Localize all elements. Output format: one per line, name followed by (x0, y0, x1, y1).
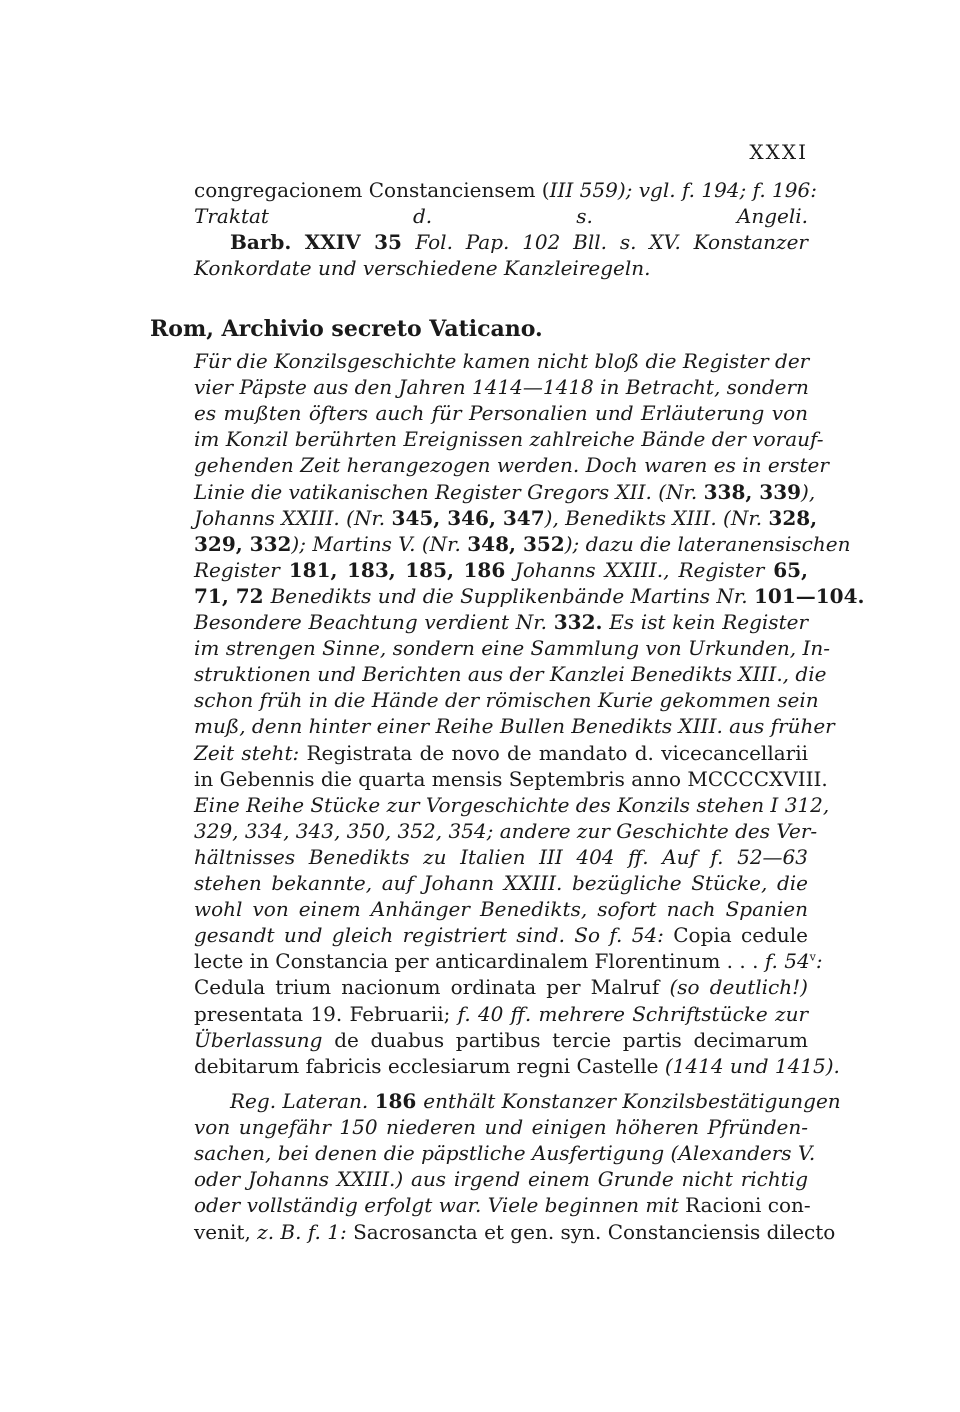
text-segment: v (809, 950, 816, 964)
text-segment: von ungefähr 150 niederen und einigen höheren Pfründen- (194, 1115, 808, 1140)
text-line (194, 818, 818, 844)
text-segment: Traktat d. s. Angeli. (194, 204, 808, 229)
text-segment: lecte in Constancia per anticardinalem Florentinum . . . (194, 949, 765, 974)
text-line (194, 870, 808, 896)
text-segment: 328, (768, 505, 818, 530)
text-segment: Registrata de novo de mandato d. vicecancellarii (306, 740, 808, 765)
text-line (194, 1166, 808, 1192)
text-segment: vier Päpste aus den Jahren 1414—1418 in Betracht, sondern (194, 375, 809, 400)
text-line (194, 740, 808, 766)
text-segment: 329, 334, 343, 350, 352, 354; andere zur Geschichte des Ver- (194, 818, 818, 843)
text-line (194, 687, 819, 713)
text-line (194, 583, 865, 609)
text-segment: venit, (194, 1219, 258, 1244)
text-line (194, 896, 808, 922)
text-line (194, 1001, 808, 1027)
text-segment: Reg. Lateran. (230, 1089, 375, 1113)
text-line (194, 1114, 808, 1140)
text-line (194, 557, 808, 583)
text-segment: in Gebennis die quarta mensis Septembris anno MCCCCXVIII. (194, 766, 828, 791)
text-segment: f. 40 ff. mehrere Schriftstücke zur (457, 1001, 809, 1026)
text-segment: 345, 346, 347 (391, 505, 545, 530)
text-line (194, 1140, 816, 1166)
text-line (194, 203, 808, 229)
text-segment: Cedula trium nacionum ordinata per Malruf (194, 975, 670, 1000)
text-segment: 65, (773, 557, 808, 582)
text-segment: Besondere Beachtung verdient Nr. (194, 610, 554, 634)
text-line (194, 1192, 811, 1218)
text-line (194, 948, 823, 974)
text-line (194, 426, 824, 452)
text-line (194, 792, 830, 818)
text-line (194, 505, 818, 531)
text-segment: ), Benedikts XIII. (Nr. (544, 505, 769, 530)
text-line (194, 531, 851, 557)
text-line (194, 1053, 840, 1079)
text-line (230, 229, 808, 255)
text-segment: ), (801, 479, 816, 504)
text-segment: oder Johanns XXIII.) aus irgend einem Grunde nicht richtig (194, 1167, 808, 1192)
text-line (194, 1027, 808, 1053)
text-segment: Für die Konzilsgeschichte kamen nicht bloß die Register der (194, 349, 810, 373)
page-number: XXXI (749, 140, 808, 164)
text-segment: 329, 332 (194, 531, 292, 556)
text-line (194, 400, 808, 426)
text-segment: Konkordate und verschiedene Kanzleiregeln. (194, 256, 651, 281)
text-segment: hältnisses Benedikts zu Italien III 404 ff. Auf f. 52—63 (194, 844, 808, 869)
text-segment: im Konzil berührten Ereignissen zahlreiche Bände der vorauf- (194, 427, 824, 452)
text-segment: enthält Konstanzer Konzilsbestätigungen (423, 1089, 841, 1113)
text-segment: schon früh in die Hände der römischen Kurie gekommen sein (194, 688, 819, 713)
text-segment: im strengen Sinne, sondern eine Sammlung von Urkunden, In- (194, 636, 831, 661)
text-segment: f. 54 (764, 949, 810, 974)
text-segment: 181, 183, 185, 186 (288, 557, 515, 582)
text-segment: Überlassung (194, 1027, 335, 1052)
text-line (194, 713, 835, 739)
text-segment: Sacrosancta et gen. syn. Constanciensis dilecto (353, 1219, 836, 1244)
text-segment: Johanns XXIII. (Nr. (194, 505, 392, 530)
text-line (194, 348, 808, 374)
text-segment: 348, 352 (467, 531, 565, 556)
text-segment: 186 (374, 1089, 424, 1113)
text-segment: Johanns XXIII., Register (514, 557, 774, 582)
text-segment: Barb. XXIV 35 (230, 230, 416, 255)
text-segment: z. B. f. 1: (257, 1219, 354, 1244)
text-line (194, 255, 808, 281)
text-segment: gesandt und gleich registriert sind. So f. 54: (194, 923, 674, 948)
text-segment: 71, 72 (194, 583, 271, 608)
text-segment: struktionen und Berichten aus der Kanzlei Benedikts XIII., die (194, 662, 827, 687)
text-line (194, 661, 827, 687)
text-segment: stehen bekannte, auf Johann XXIII. bezügliche Stücke, die (194, 871, 808, 895)
section-heading: Rom, Archivio secreto Vaticano. (150, 316, 543, 342)
text-segment: es mußten öfters auch für Personalien und Erläuterung von (194, 401, 808, 426)
text-segment: oder vollständig erfolgt war. Viele beginnen mit (194, 1193, 686, 1218)
text-segment: ); Martins V. (Nr. (291, 531, 468, 556)
text-line (194, 766, 828, 792)
text-line (194, 609, 808, 635)
text-segment: gehenden Zeit herangezogen werden. Doch waren es in erster (194, 453, 829, 478)
text-segment: 101—104. (754, 583, 865, 608)
text-segment: Es ist kein Register (602, 610, 808, 634)
text-line (230, 1088, 841, 1114)
text-segment: debitarum fabricis ecclesiarum regni Castelle (194, 1053, 665, 1078)
text-segment: Fol. Pap. 102 Bll. s. XV. Konstanzer (415, 230, 808, 255)
text-segment: Register (194, 557, 289, 582)
text-segment: 332. (553, 610, 603, 634)
text-line (194, 374, 808, 400)
text-segment: Benedikts und die Supplikenbände Martins Nr. (270, 583, 754, 608)
text-segment: sachen, bei denen die päpstliche Ausfertigung (Alexanders V. (194, 1141, 816, 1166)
text-segment: ); dazu die lateranensischen (564, 531, 851, 556)
text-line (194, 844, 808, 870)
text-segment: III 559); vgl. f. 194; f. 196: (549, 178, 817, 202)
text-segment: Copia cedule (673, 923, 809, 948)
text-line (194, 635, 831, 661)
text-segment: congregacionem Constanciensem ( (194, 178, 550, 202)
text-segment: muß, denn hinter einer Reihe Bullen Benedikts XIII. aus früher (194, 714, 835, 739)
text-segment: Zeit steht: (194, 740, 307, 765)
text-segment: : (815, 949, 823, 974)
text-line (194, 1219, 836, 1245)
text-segment: wohl von einem Anhänger Benedikts, sofort nach Spanien (194, 897, 808, 922)
text-segment: 338, 339 (703, 479, 802, 504)
text-line (194, 922, 808, 948)
text-segment: Racioni con- (685, 1193, 811, 1218)
text-segment: (1414 und 1415). (664, 1053, 840, 1078)
text-segment: Eine Reihe Stücke zur Vorgeschichte des Konzils stehen I 312, (194, 792, 830, 817)
text-segment: presentata 19. Februarii; (194, 1001, 458, 1026)
text-line (194, 479, 816, 505)
text-segment: Linie die vatikanischen Register Gregors XII. (Nr. (194, 479, 704, 504)
text-line (194, 177, 817, 203)
text-line (194, 974, 808, 1000)
text-segment: de duabus partibus tercie partis decimarum (334, 1027, 809, 1052)
text-segment: (so deutlich!) (669, 975, 808, 1000)
text-line (194, 452, 829, 478)
